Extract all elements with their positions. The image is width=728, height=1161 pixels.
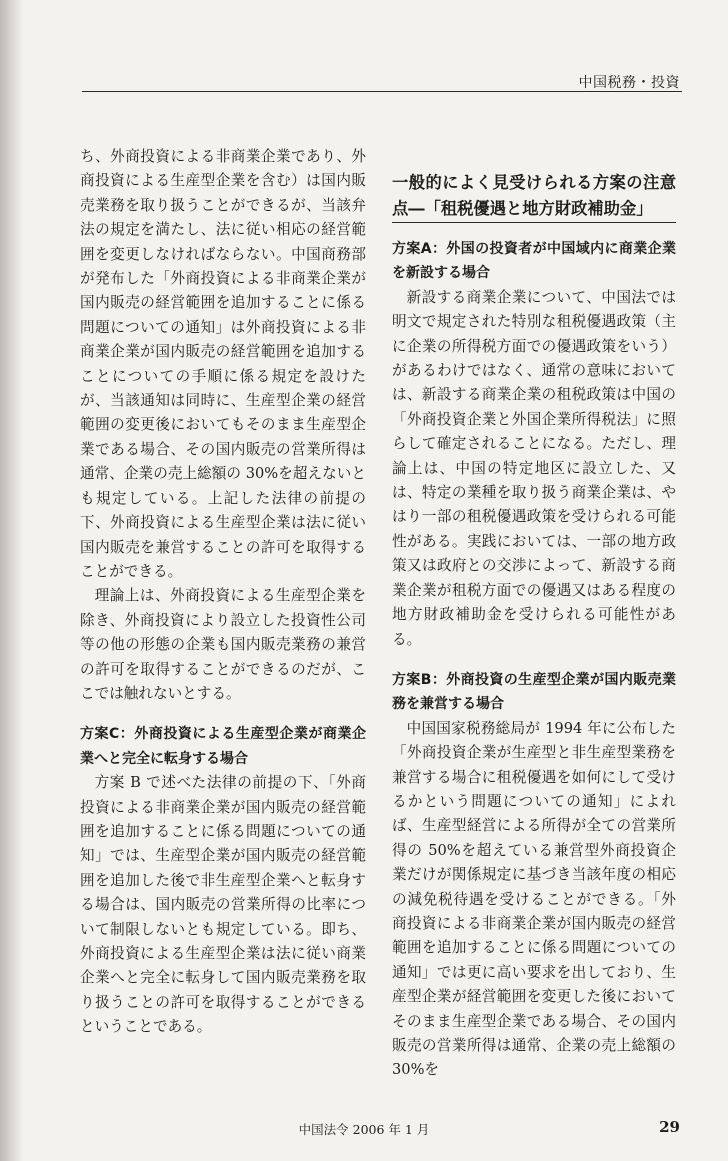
paragraph: ち、外商投資による非商業企業であり、外商投資による生産型企業を含む）は国内販売業務を取り扱うことができるが、当該弁法の規定を満たし、法に従い相応の経営範囲を変更しなければならない。中国商務部が発布した「外商投資による非商業企業が国内販売の経営範囲を追加することに係る問題についての通知」は外商投資による非商業企業が国内販売の経営範囲を追加することについての手順に係る規定を設けたが、当該通知は同時に、生産型企業の経営範囲の変更後においてもそのまま生産型企業である場合、その国内販売の営業所得は通常、企業の売上総額の 30%を超えないとも規定している。上記した法律の前提の下、外商投資による生産型企業は法に従い国内販売を兼営することの許可を取得することができる。: [80, 148, 366, 580]
right-column: [392, 170, 676, 1083]
page-binding-shadow: [0, 0, 24, 1161]
section-heading-plan-c: 方案C：外商投資による生産型企業が商業企業へと完全に転身する場合: [80, 726, 366, 767]
section-heading-plan-b: 方案B：外商投資の生産型企業が国内販売業務を兼営する場合: [392, 671, 676, 713]
paragraph: 理論上は、外商投資による生産型企業を除き、外商投資により設立した投資性公司等の他の形態の企業も国内販売業務の兼営の許可を取得することができるのだが、ここでは触れないとする。: [80, 587, 366, 702]
footer-publication: 中国法令 2006 年 1 月: [298, 1122, 430, 1137]
article-heading: 一般的によく見受けられる方案の注意点―「租税優遇と地方財政補助金」: [392, 170, 676, 223]
left-column: [80, 145, 366, 1040]
header-title: 中国税務・投資: [578, 75, 680, 91]
section-heading-plan-a: 方案A：外国の投資者が中国域内に商業企業を新設する場合: [392, 241, 676, 282]
paragraph: 新設する商業企業について、中国法では明文で規定された特別な租税優遇政策（主に企業の所得税方面での優遇政策をいう）があるわけではなく、通常の意味においては、新設する商業企業の租税政策は中国の「外商投資企業と外国企業所得税法」に照らして確定されることになる。ただし、理論上は、中国の特定地区に設立した、又は、特定の業種を取り扱う商業企業は、やはり一部の租税優遇政策を受けられる可能性がある。実践においては、一部の地方政策又は政府との交渉によって、新設する商業企業が租税方面での優遇又はある程度の地方財政補助金を受けられる可能性がある。: [392, 288, 676, 648]
page-number: 29: [659, 1118, 680, 1136]
header-rule: [82, 91, 682, 92]
paragraph: 方案 B で述べた法律の前提の下、「外商投資による非商業企業が国内販売の経営範囲を追加することに係る問題についての通知」では、生産型企業が国内販売の経営範囲を追加した後で非生産型企業へと転身する場合は、国内販売の営業所得の比率について制限しないとも規定している。即ち、外商投資による生産型企業は法に従い商業企業へと完全に転身して国内販売業務を取り扱うことの許可を取得することができるということである。: [80, 774, 366, 1036]
paragraph: 中国国家税務総局が 1994 年に公布した「外商投資企業が生産型と非生産型業務を兼営する場合に租税優遇を如何にして受けるかという問題についての通知」によれば、生産型経営による所得が全ての営業所得の 50%を超えている兼営型外商投資企業だけが関係規定に基づき当該年度の相応の減免税待遇を受けることができる。「外商投資による非商業企業が国内販売の経営範囲を追加することに係る問題についての通知」では更に高い要求を出しており、生産型企業が経営範囲を変更した後においてそのまま生産型企業である場合、その国内販売の営業所得は通常、企業の売上総額の 30%を: [392, 719, 676, 1079]
